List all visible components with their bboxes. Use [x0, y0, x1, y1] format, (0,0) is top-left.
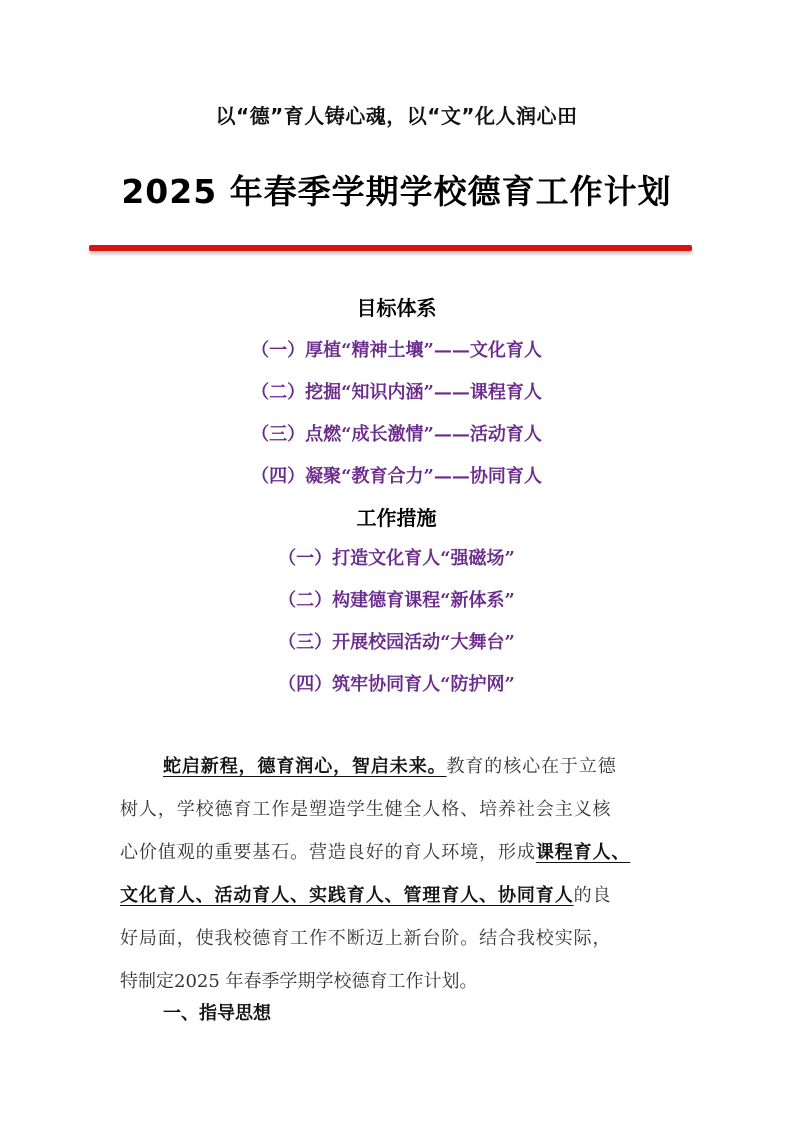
body-line-5: 好局面，使我校德育工作不断迈上新台阶。结合我校实际，: [120, 928, 612, 949]
emphasis-education-list: 文化育人、活动育人、实践育人、管理育人、协同育人: [120, 885, 574, 906]
section-1-heading: 一、指导思想: [163, 1003, 271, 1024]
body-line-2: 树人，学校德育工作是塑造学生健全人格、培养社会主义核: [120, 799, 612, 820]
document-subtitle: 以“德”育人铸心魂，以“文”化人润心田: [215, 104, 578, 128]
body-line-3-text: 心价值观的重要基石。营造良好的育人环境，形成: [120, 842, 536, 863]
measure-item-2: （二）构建德育课程“新体系”: [278, 590, 515, 611]
emphasis-course-education: 课程育人、: [535, 842, 631, 863]
goal-item-2: （二）挖掘“知识内涵”——课程育人: [251, 382, 542, 403]
opening-slogan: 蛇启新程，德育润心，智启未来。: [163, 756, 447, 777]
title-divider-rule: [89, 245, 692, 251]
body-line-3: [120, 838, 675, 864]
body-line-4-text: 的良: [573, 885, 612, 906]
measure-item-3: （三）开展校园活动“大舞台”: [278, 632, 515, 653]
body-line-1: [163, 752, 718, 778]
goal-item-3: （三）点燃“成长激情”——活动育人: [251, 424, 542, 445]
goal-item-4: （四）凝聚“教育合力”——协同育人: [251, 466, 542, 487]
body-line-4: [120, 881, 675, 907]
measure-item-1: （一）打造文化育人“强磁场”: [278, 548, 515, 569]
document-title: 2025 年春季学期学校德育工作计划: [121, 172, 672, 211]
goals-heading: 目标体系: [356, 296, 437, 320]
body-line-1-text: 教育的核心在于立德: [446, 756, 617, 777]
measure-item-4: （四）筑牢协同育人“防护网”: [278, 674, 515, 695]
measures-heading: 工作措施: [356, 506, 437, 530]
goal-item-1: （一）厚植“精神土壤”——文化育人: [251, 340, 542, 361]
body-line-6: 特制定2025 年春季学期学校德育工作计划。: [120, 971, 478, 992]
